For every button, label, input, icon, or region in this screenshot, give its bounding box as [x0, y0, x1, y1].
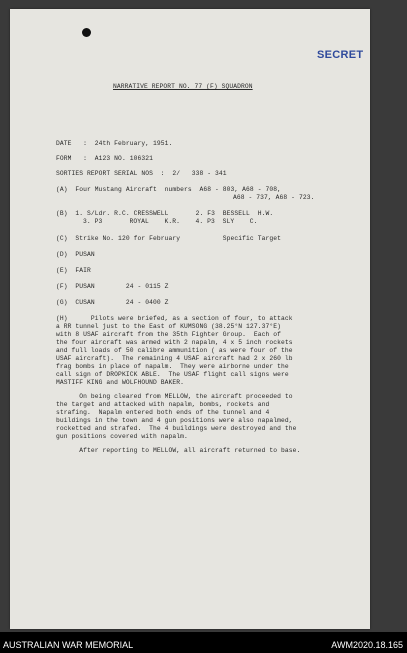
paragraph-line: (H) Pilots were briefed, as a section of four, to attack	[56, 315, 293, 322]
paragraph-line: and full loads of 50 calibre ammunition ( as were four of the	[56, 347, 293, 354]
document-page	[10, 9, 370, 629]
paragraph-line: strafing. Napalm entered both ends of the tunnel and 4	[56, 409, 270, 416]
date-line: DATE : 24th February, 1951.	[56, 140, 173, 147]
paragraph-line: with 8 USAF aircraft from the 35th Fighter Group. Each of	[56, 331, 281, 338]
item-a: (A) Four Mustang Aircraft numbers A68 - 803, A68 - 708,	[56, 186, 281, 193]
sorties-line: SORTIES REPORT SERIAL NOS : 2/ 338 - 341	[56, 170, 227, 177]
paragraph-return: After reporting to MELLOW, all aircraft returned to base.	[56, 447, 301, 454]
footer-accession: AWM2020.18.165	[331, 640, 403, 650]
item-f: (F) PUSAN 24 - 0115 Z	[56, 283, 169, 290]
item-a-cont: A68 - 737, A68 - 723.	[233, 194, 315, 201]
report-title: NARRATIVE REPORT NO. 77 (F) SQUADRON	[113, 83, 253, 90]
item-e: (E) FAIR	[56, 267, 91, 274]
paragraph-line: rocketted and strafed. The 4 buildings were destroyed and the	[56, 425, 297, 432]
footer-bar	[0, 632, 407, 653]
paragraph-line: USAF aircraft). The remaining 4 USAF aircraft had 2 x 260 lb	[56, 355, 293, 362]
item-b-line1: (B) 1. S/Ldr. R.C. CRESSWELL 2. F3 BESSELL H.W.	[56, 210, 274, 217]
paragraph-line: the target and attacked with napalm, bombs, rockets and	[56, 401, 270, 408]
paragraph-line: MASTIFF KING and WOLFHOUND BAKER.	[56, 379, 184, 386]
paragraph-line: frag bombs in place of napalm. They were airborne under the	[56, 363, 289, 370]
paragraph-line: call sign of DROPKICK ABLE. The USAF flight call signs were	[56, 371, 289, 378]
paragraph-line: On being cleared from MELLOW, the aircraft proceeded to	[56, 393, 293, 400]
item-d: (D) PUSAN	[56, 251, 95, 258]
paragraph-line: the four aircraft was armed with 2 napalm, 4 x 5 inch rockets	[56, 339, 293, 346]
paragraph-line: a RR tunnel just to the East of KUMSONG (38.25°N 127.37°E)	[56, 323, 281, 330]
item-c: (C) Strike No. 120 for February Specific Target	[56, 235, 281, 242]
paragraph-line: gun positions covered with napalm.	[56, 433, 188, 440]
item-g: (G) CUSAN 24 - 0400 Z	[56, 299, 169, 306]
paragraph-line: buildings in the town and 4 gun positions were also napalmed,	[56, 417, 293, 424]
secret-stamp: SECRET	[317, 49, 364, 61]
form-line: FORM : A123 NO. 106321	[56, 155, 153, 162]
punch-hole	[82, 28, 91, 37]
item-b-line2: 3. P3 ROYAL K.R. 4. P3 SLY C.	[83, 218, 258, 225]
footer-source: AUSTRALIAN WAR MEMORIAL	[3, 640, 134, 650]
